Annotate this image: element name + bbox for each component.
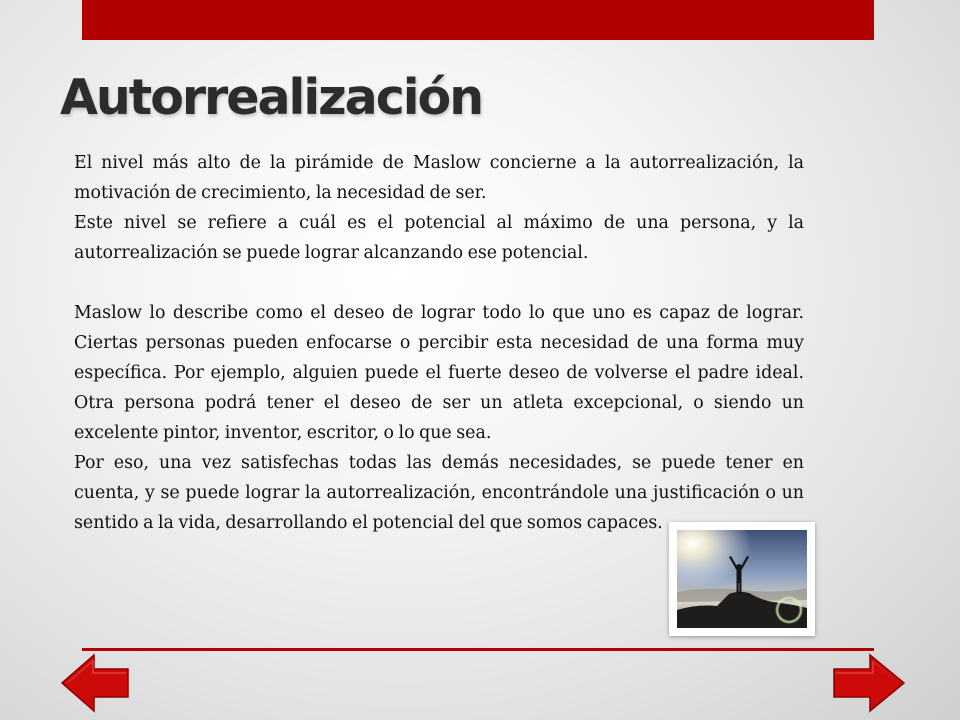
- sunrise-photo: [677, 530, 807, 628]
- slide-title: Autorrealización: [60, 69, 483, 126]
- paragraph-3: Maslow lo describe como el deseo de lograr todo lo que uno es capaz de lograr. Ciertas personas pueden enfocarse o percibir esta necesidad de una forma muy específica. Por ejemplo, alguien puede el fuerte deseo de volverse el padre ideal. Otra persona podrá tener el deseo de ser un atleta excepcional, o siendo un excelente pintor, inventor, escritor, o lo que sea.: [74, 303, 804, 443]
- bottom-accent-line: [82, 648, 874, 651]
- right-arrow-icon: [832, 652, 906, 714]
- photo-frame: [669, 522, 815, 636]
- paragraph-spacer: [74, 268, 804, 298]
- top-accent-bar: [82, 0, 874, 40]
- paragraph-2: Este nivel se refiere a cuál es el potencial al máximo de una persona, y la autorrealización se puede lograr alcanzando ese potencial.: [74, 213, 804, 263]
- paragraph-1: El nivel más alto de la pirámide de Maslow concierne a la autorrealización, la motivación de crecimiento, la necesidad de ser.: [74, 153, 804, 203]
- previous-slide-button[interactable]: [60, 652, 130, 718]
- paragraph-4: Por eso, una vez satisfechas todas las demás necesidades, se puede tener en cuenta, y se puede lograr la autorrealización, encontrándole una justificación o un sentido a la vida, desarrollando el potencial del que somos capaces.: [74, 453, 804, 533]
- next-slide-button[interactable]: [832, 652, 906, 718]
- left-arrow-icon: [60, 652, 130, 714]
- slide-body: [74, 148, 804, 538]
